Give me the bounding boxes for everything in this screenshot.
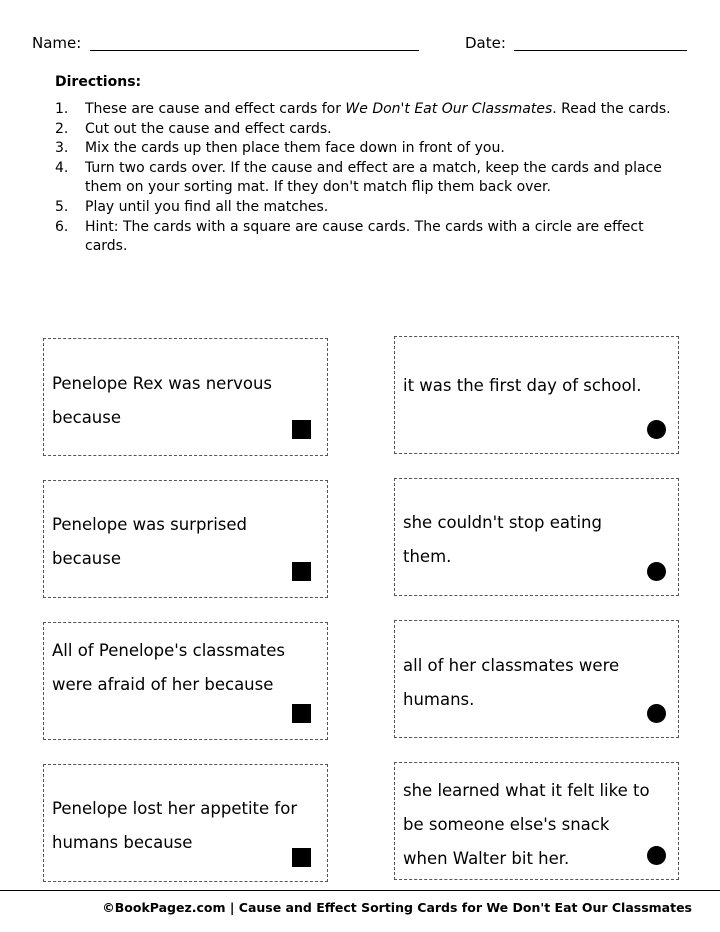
direction-step xyxy=(55,120,675,140)
circle-icon xyxy=(647,562,666,581)
circle-icon xyxy=(647,420,666,439)
step-number: 6. xyxy=(55,218,69,235)
card-text: it was the first day of school. xyxy=(403,376,642,395)
card-text: she couldn't stop eating them. xyxy=(403,513,602,566)
step-number: 5. xyxy=(55,198,69,215)
step-number: 2. xyxy=(55,120,69,137)
direction-step xyxy=(55,198,675,218)
card-text: All of Penelope's classmates were afraid of her because xyxy=(52,641,286,694)
footer-divider xyxy=(0,890,720,891)
effect-card[interactable] xyxy=(394,762,679,880)
circle-icon xyxy=(647,704,666,723)
footer-credit: ©BookPagez.com | Cause and Effect Sorting Cards for We Don't Eat Our Classmates xyxy=(102,900,692,915)
card-text: all of her classmates were humans. xyxy=(403,656,620,709)
square-icon xyxy=(292,848,311,867)
cause-card[interactable] xyxy=(43,764,328,882)
step-text: Cut out the cause and effect cards. xyxy=(85,120,332,137)
direction-step xyxy=(55,218,675,257)
header xyxy=(0,34,720,56)
step-text: Mix the cards up then place them face down in front of you. xyxy=(85,140,505,157)
date-label: Date: xyxy=(465,34,506,52)
step-text: Play until you find all the matches. xyxy=(85,198,329,215)
circle-icon xyxy=(647,846,666,865)
step-number: 1. xyxy=(55,101,69,117)
step-text: Hint: The cards with a square are cause cards. The cards with a circle are effect cards. xyxy=(85,218,644,255)
square-icon xyxy=(292,704,311,723)
step-text: . Read the cards. xyxy=(552,101,671,117)
square-icon xyxy=(292,420,311,439)
directions-list xyxy=(55,100,675,257)
step-text: These are cause and effect cards for xyxy=(85,101,346,117)
cause-card[interactable] xyxy=(43,480,328,598)
effect-card[interactable] xyxy=(394,620,679,738)
step-number: 4. xyxy=(55,159,69,176)
name-label: Name: xyxy=(32,34,82,52)
direction-step xyxy=(55,159,675,198)
name-field[interactable] xyxy=(90,50,419,51)
square-icon xyxy=(292,562,311,581)
direction-step xyxy=(55,100,675,120)
directions-title: Directions: xyxy=(55,74,142,90)
card-text: Penelope was surprised because xyxy=(52,515,248,568)
book-title: We Don't Eat Our Classmates xyxy=(345,101,553,117)
cause-card[interactable] xyxy=(43,622,328,740)
date-field[interactable] xyxy=(514,50,687,51)
card-text: Penelope lost her appetite for humans because xyxy=(52,799,298,852)
card-text: Penelope Rex was nervous because xyxy=(52,374,273,427)
effect-card[interactable] xyxy=(394,336,679,454)
cause-card[interactable] xyxy=(43,338,328,456)
step-number: 3. xyxy=(55,140,69,157)
card-text: she learned what it felt like to be someone else's snack when Walter bit her. xyxy=(403,781,650,868)
effect-card[interactable] xyxy=(394,478,679,596)
direction-step xyxy=(55,139,675,159)
step-text: Turn two cards over. If the cause and effect are a match, keep the cards and place them on your sorting mat. If they don't match flip them back over. xyxy=(85,159,662,196)
